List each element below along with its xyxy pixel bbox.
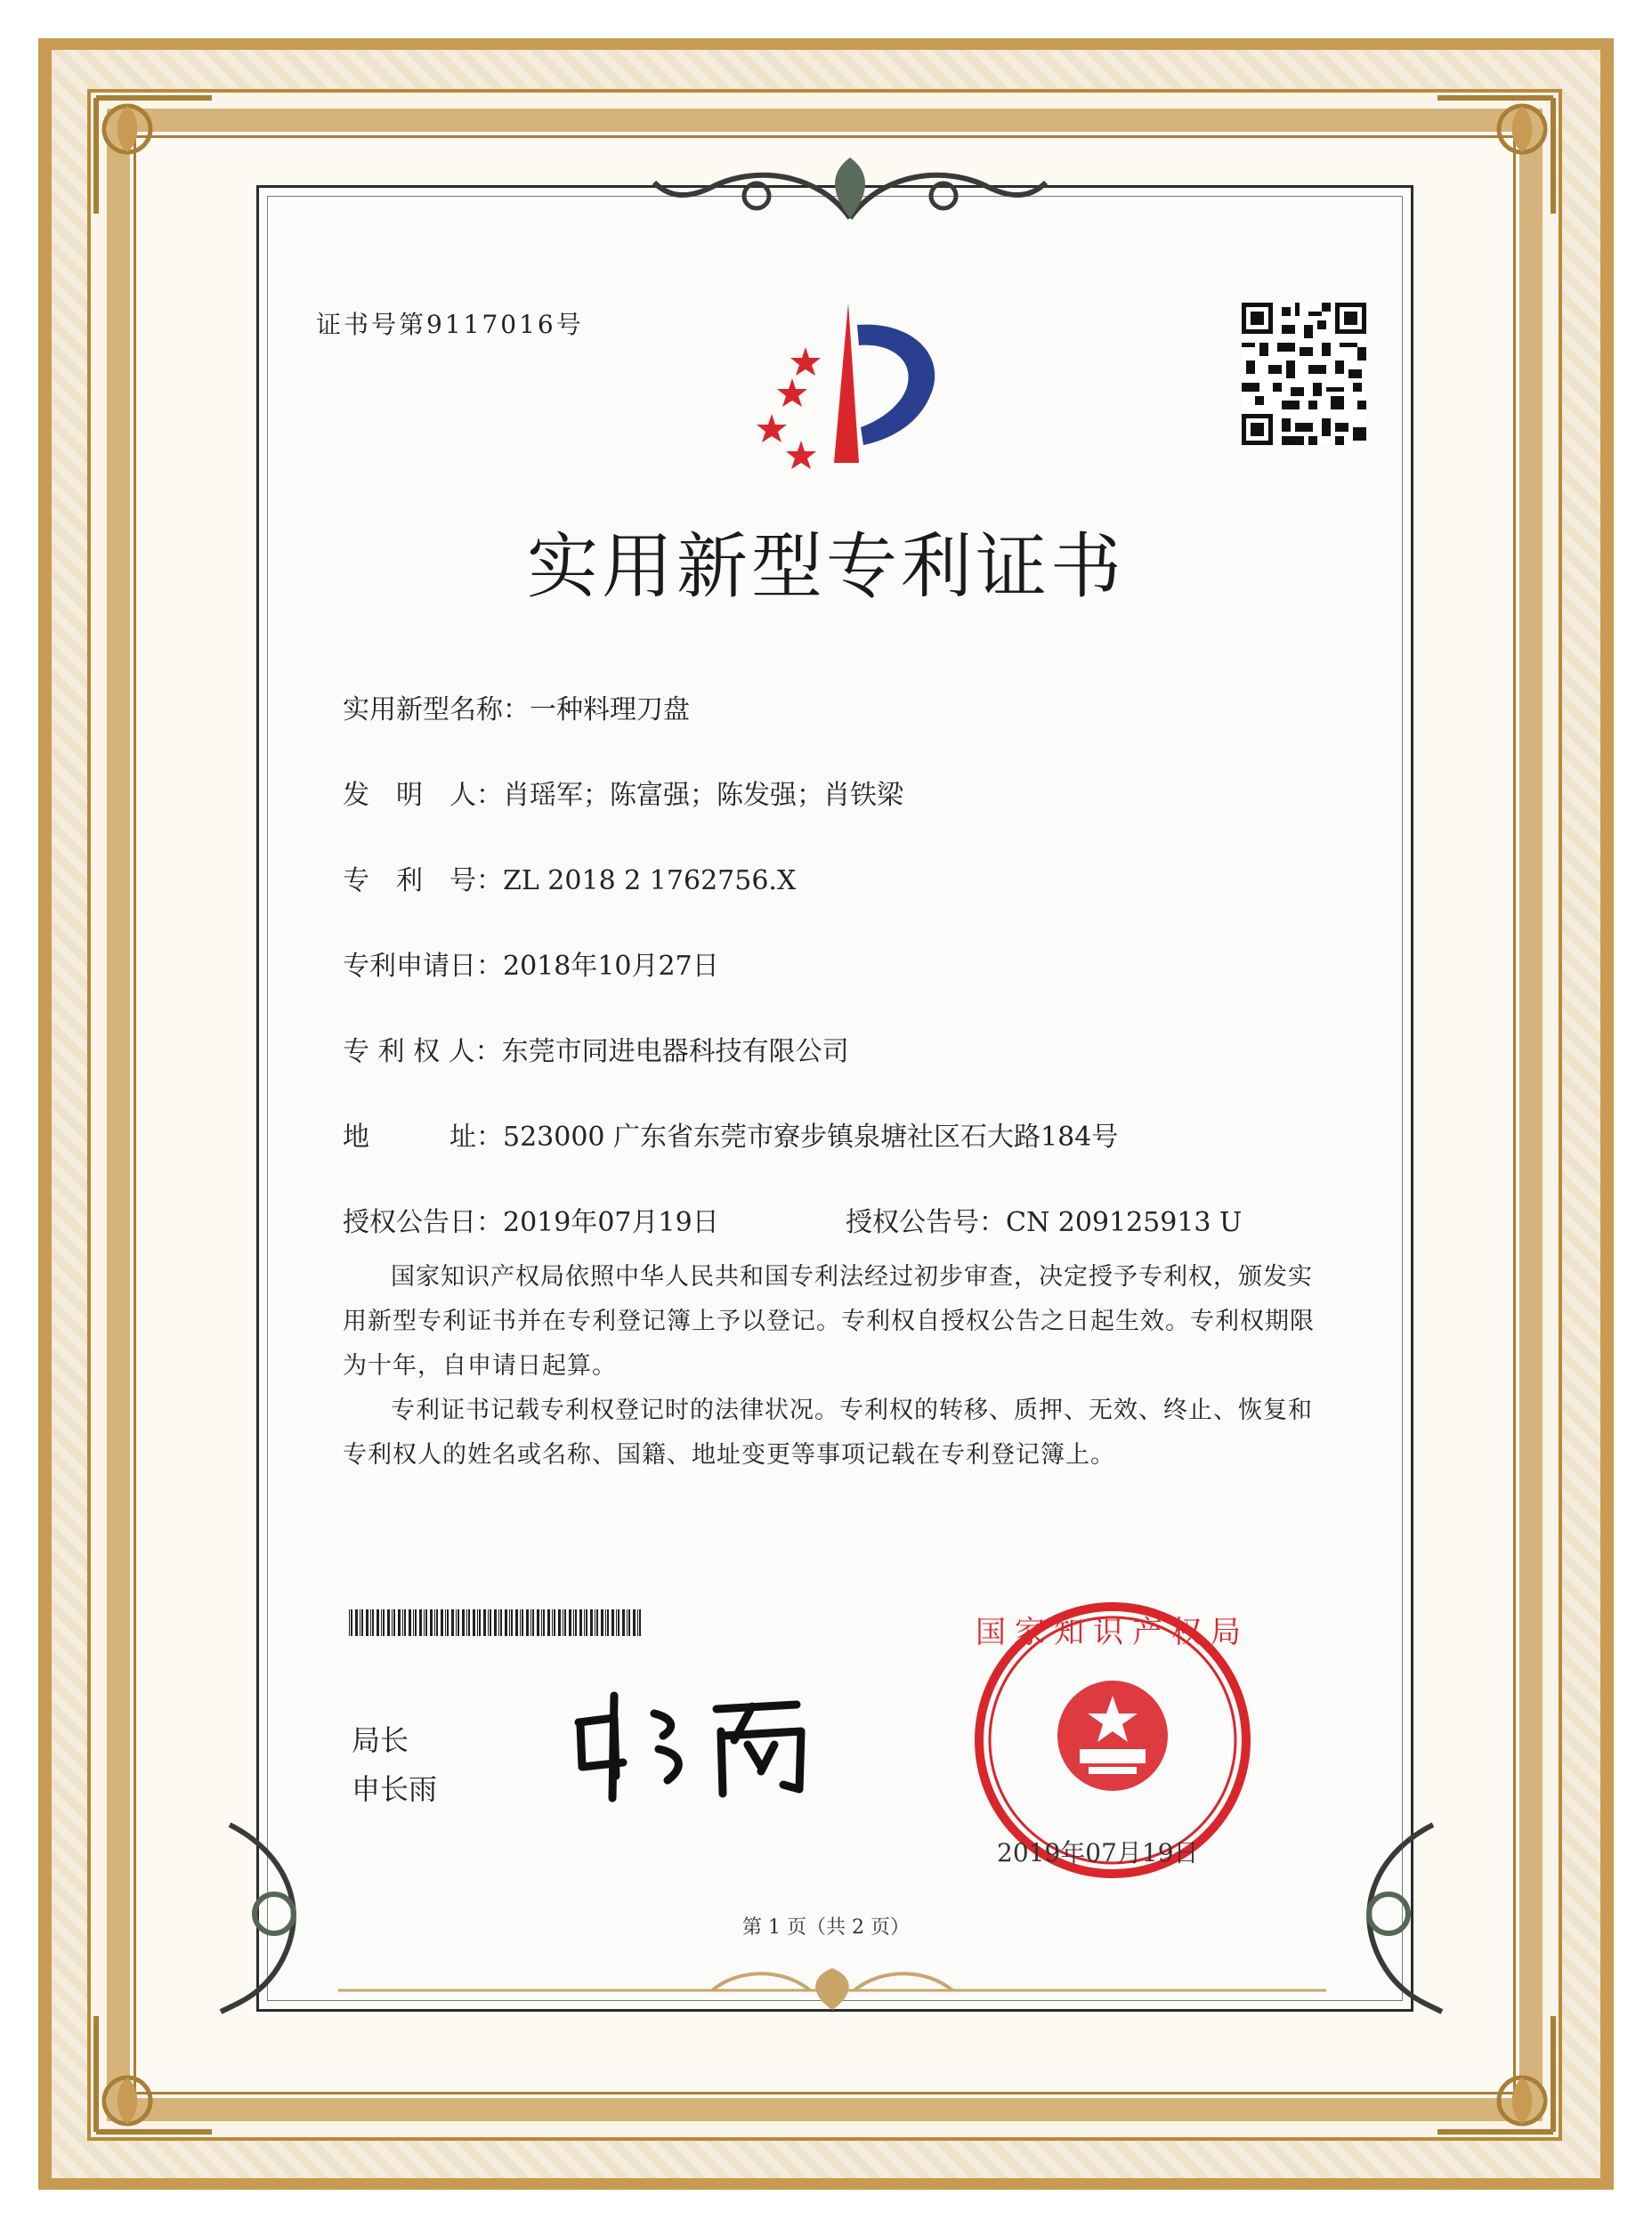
top-flourish-icon <box>650 147 1050 236</box>
field-application-date <box>343 944 719 983</box>
label-grant-announcement-number: 授权公告号： <box>846 1207 1006 1238</box>
page-indicator: 第 1 页（共 2 页） <box>742 1916 910 1939</box>
national-emblem-icon <box>1057 1681 1168 1791</box>
field-patentee <box>343 1029 849 1068</box>
corner-ornament-icon <box>1429 89 1562 223</box>
paragraph-legal-status: 专利证书记载专利权登记时的法律状况。专利权的转移、质押、无效、终止、恢复和专利权人的姓名或名称、国籍、地址变更等事项记载在专利登记簿上。 <box>343 1397 1313 1469</box>
certificate-title: 实用新型专利证书 <box>527 525 1125 608</box>
value-grant-announcement-date: 2019年07月19日 <box>503 1207 719 1238</box>
corner-ornament-icon <box>1429 2007 1562 2141</box>
director-title: 局长 <box>352 1723 409 1757</box>
label-patentee: 专 利 权 人： <box>343 1036 502 1067</box>
corner-ornament-icon <box>87 89 221 223</box>
seal-text: 国家知识产权局 <box>976 1615 1250 1650</box>
field-inventors <box>343 773 903 812</box>
signature-icon <box>561 1678 854 1803</box>
value-address: 523000 广东省东莞市寮步镇泉塘社区石大路184号 <box>503 1122 1119 1153</box>
qr-code-icon <box>1242 303 1366 445</box>
barcode-icon <box>349 1609 643 1636</box>
field-address <box>343 1114 1118 1154</box>
bottom-flourish-icon <box>338 1964 1326 2017</box>
seal-date: 2019年07月19日 <box>997 1838 1199 1867</box>
label-application-date: 专利申请日： <box>343 951 503 982</box>
value-grant-announcement-number: CN 209125913 U <box>1006 1207 1243 1238</box>
field-utility-model-name <box>343 687 690 726</box>
corner-ornament-icon <box>87 2007 221 2141</box>
value-patentee: 东莞市同进电器科技有限公司 <box>501 1036 849 1067</box>
label-grant-announcement-date: 授权公告日： <box>343 1207 503 1238</box>
label-address: 地 址： <box>343 1122 503 1153</box>
value-application-date: 2018年10月27日 <box>503 951 719 982</box>
label-utility-model-name: 实用新型名称： <box>343 694 530 725</box>
certificate-number: 证书号第9117016号 <box>316 310 584 339</box>
paragraph-grant-statement: 国家知识产权局依照中华人民共和国专利法经过初步审查，决定授予专利权，颁发实用新型专利证书并在专利登记簿上予以登记。专利权自授权公告之日起生效。专利权期限为十年，自申请日起算。 <box>343 1263 1315 1380</box>
field-grant-announcement-number <box>846 1200 1242 1239</box>
value-utility-model-name: 一种料理刀盘 <box>530 694 690 725</box>
value-patent-number: ZL 2018 2 1762756.X <box>503 865 797 896</box>
patent-logo-icon <box>752 294 957 472</box>
label-inventors: 发 明 人： <box>343 780 503 811</box>
value-inventors: 肖瑶军；陈富强；陈发强；肖铁梁 <box>503 780 903 811</box>
field-grant-announcement-date <box>343 1200 719 1239</box>
label-patent-number: 专 利 号： <box>343 865 503 896</box>
field-patent-number <box>343 858 796 897</box>
director-name: 申长雨 <box>352 1772 438 1806</box>
